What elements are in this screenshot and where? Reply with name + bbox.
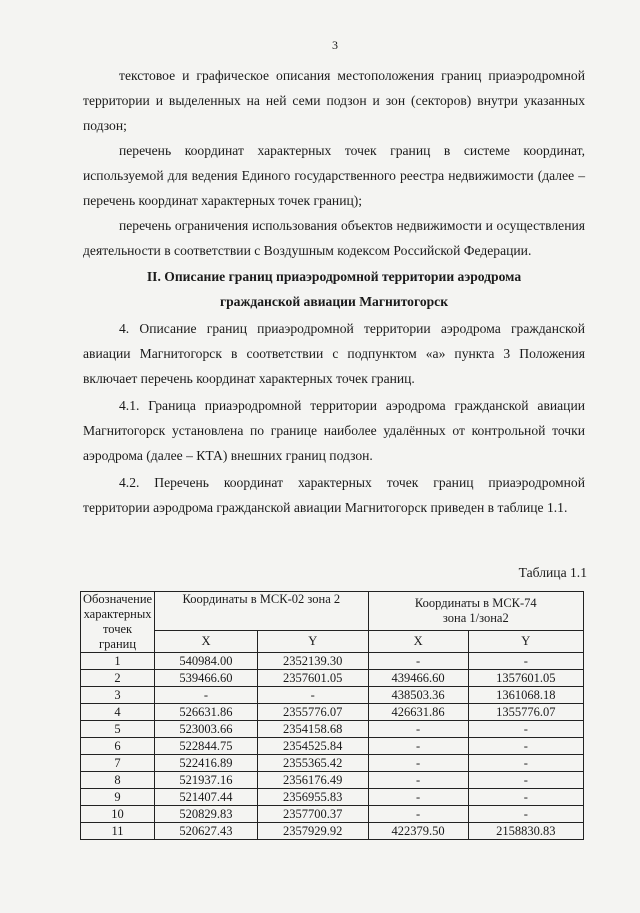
coordinates-table (80, 591, 584, 840)
cell-point: 5 (81, 721, 155, 738)
table-row (81, 806, 584, 823)
cell-y-msk02: 2357700.37 (257, 806, 368, 823)
cell-x-msk74: 422379.50 (368, 823, 468, 840)
cell-x-msk74: 426631.86 (368, 704, 468, 721)
cell-y-msk74: 1361068.18 (468, 687, 583, 704)
table-row (81, 823, 584, 840)
header-x-msk02: X (155, 631, 258, 653)
cell-point: 3 (81, 687, 155, 704)
table-row (81, 721, 584, 738)
cell-point: 4 (81, 704, 155, 721)
cell-x-msk02: 540984.00 (155, 653, 258, 670)
cell-y-msk02: 2354158.68 (257, 721, 368, 738)
cell-x-msk74: - (368, 721, 468, 738)
cell-y-msk02: - (257, 687, 368, 704)
paragraph-4-1: 4.1. Граница приаэродромной территории аэродрома гражданской авиации Магнитогорск установлена по границе наиболее удалённых от контрольной точки аэродрома (далее – КТА) внешних границ подзон. (83, 398, 585, 463)
cell-x-msk02: 521407.44 (155, 789, 258, 806)
cell-x-msk74: 438503.36 (368, 687, 468, 704)
table-row (81, 755, 584, 772)
table-caption: Таблица 1.1 (518, 565, 587, 580)
paragraph-description: текстовое и графическое описания местоположения границ приаэродромной территории и выделенных на ней семи подзон и зон (секторов) внутри указанных подзон; (83, 68, 585, 133)
header-msk74 (368, 592, 583, 631)
cell-x-msk02: 539466.60 (155, 670, 258, 687)
cell-y-msk74: 1355776.07 (468, 704, 583, 721)
header-msk74-line2: зона 1/зона2 (442, 611, 509, 626)
header-y-msk02: Y (257, 631, 368, 653)
paragraph-4-2: 4.2. Перечень координат характерных точек границ приаэродромной территории аэродрома гражданской авиации Магнитогорск приведен в таблице 1.1. (83, 475, 585, 515)
page-number: 3 (332, 38, 338, 52)
cell-x-msk02: 520829.83 (155, 806, 258, 823)
table-row (81, 670, 584, 687)
cell-point: 10 (81, 806, 155, 823)
cell-y-msk74: - (468, 755, 583, 772)
cell-point: 11 (81, 823, 155, 840)
table-row (81, 738, 584, 755)
section-heading-line2: гражданской авиации Магнитогорск (219, 294, 449, 309)
cell-y-msk74: 1357601.05 (468, 670, 583, 687)
cell-x-msk74: 439466.60 (368, 670, 468, 687)
cell-x-msk02: 522844.75 (155, 738, 258, 755)
cell-y-msk02: 2355365.42 (257, 755, 368, 772)
cell-y-msk02: 2357601.05 (257, 670, 368, 687)
table-row (81, 789, 584, 806)
cell-point: 1 (81, 653, 155, 670)
section-heading-line1: II. Описание границ приаэродромной территории аэродрома (146, 269, 522, 284)
table-row (81, 772, 584, 789)
header-point-label: Обозначение характерных точек границ (81, 592, 155, 653)
header-y-msk74: Y (468, 631, 583, 653)
document-body (83, 63, 585, 520)
cell-point: 9 (81, 789, 155, 806)
cell-x-msk02: - (155, 687, 258, 704)
cell-y-msk02: 2355776.07 (257, 704, 368, 721)
cell-point: 6 (81, 738, 155, 755)
table-row (81, 687, 584, 704)
cell-y-msk74: - (468, 653, 583, 670)
cell-y-msk74: - (468, 721, 583, 738)
cell-x-msk02: 521937.16 (155, 772, 258, 789)
header-msk74-line1: Координаты в МСК-74 (414, 596, 537, 611)
paragraph-4: 4. Описание границ приаэродромной территории аэродрома гражданской авиации Магнитогорск в соответствии с подпунктом «а» пункта 3 Положения включает перечень координат характерных точек границ. (83, 321, 585, 386)
cell-y-msk74: - (468, 789, 583, 806)
cell-x-msk02: 522416.89 (155, 755, 258, 772)
cell-x-msk74: - (368, 738, 468, 755)
cell-x-msk74: - (368, 653, 468, 670)
cell-point: 8 (81, 772, 155, 789)
cell-y-msk74: 2158830.83 (468, 823, 583, 840)
cell-y-msk02: 2354525.84 (257, 738, 368, 755)
cell-point: 2 (81, 670, 155, 687)
paragraph-coordinates-list: перечень координат характерных точек границ в системе координат, используемой для ведения Единого государственного реестра недвижимости (далее – перечень координат характерных точек границ); (83, 143, 585, 208)
cell-y-msk74: - (468, 772, 583, 789)
cell-x-msk02: 526631.86 (155, 704, 258, 721)
cell-point: 7 (81, 755, 155, 772)
table-row (81, 704, 584, 721)
cell-y-msk02: 2352139.30 (257, 653, 368, 670)
header-msk02: Координаты в МСК-02 зона 2 (155, 592, 369, 631)
cell-y-msk74: - (468, 738, 583, 755)
cell-y-msk74: - (468, 806, 583, 823)
cell-x-msk02: 520627.43 (155, 823, 258, 840)
cell-x-msk74: - (368, 806, 468, 823)
cell-x-msk74: - (368, 772, 468, 789)
table-row (81, 653, 584, 670)
cell-x-msk74: - (368, 789, 468, 806)
cell-x-msk02: 523003.66 (155, 721, 258, 738)
cell-y-msk02: 2357929.92 (257, 823, 368, 840)
cell-x-msk74: - (368, 755, 468, 772)
paragraph-restrictions: перечень ограничения использования объектов недвижимости и осуществления деятельности в соответствии с Воздушным кодексом Российской Федерации. (83, 218, 585, 258)
cell-y-msk02: 2356176.49 (257, 772, 368, 789)
cell-y-msk02: 2356955.83 (257, 789, 368, 806)
header-x-msk74: X (368, 631, 468, 653)
